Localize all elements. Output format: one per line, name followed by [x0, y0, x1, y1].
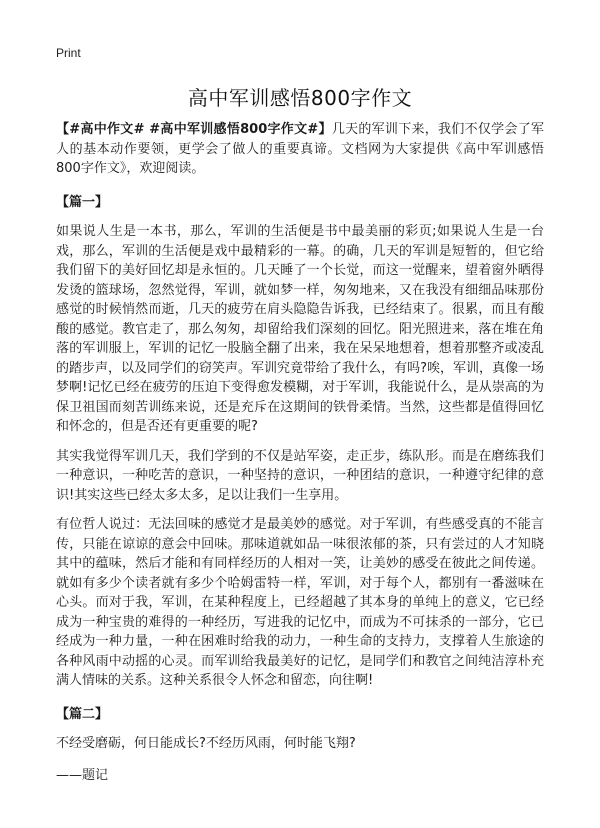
print-link[interactable]: Print — [56, 46, 81, 60]
epigraph-attribution: ——题记 — [56, 767, 109, 783]
intro-tag: 【#高中作文# #高中军训感悟800字作文#】 — [56, 122, 332, 137]
paragraph-1: 如果说人生是一本书，那么，军训的生活便是书中最美丽的彩页;如果说人生是一台戏，那么，军训的生活便是戏中最精彩的一幕。的确，几天的军训是短暂的，但它给我们留下的美好回忆却是永恒的。几天睡了一个长觉，而这一觉醒来，望着窗外晒得发烫的篮球场，忽然觉得，军训，就如梦一样，匆匆地来，又在我没有细细品味那份感觉的时候悄然而逝，几天的疲劳在肩头隐隐告诉我，已经结束了。很累，而且有酸酸的感觉。教官走了，那么匆匆，却留给我们深刻的回忆。阳光照进来，落在堆在角落的军训服上，军训的记忆一股脑全翻了出来，我在呆呆地想着，想着那整齐或凌乱的踏步声，以及同学们的窃笑声。军训究竟带给了我什么，有吗?唉，军训，真像一场梦啊!记忆已经在疲劳的压迫下变得愈发模糊，对于军训，我能说什么，是从崇高的为保卫祖国而刻苦训练来说，还是充斥在这期间的铁骨柔情。当然，这些都是值得回忆和怀念的，但是否还有更重要的呢? — [56, 224, 544, 434]
section-heading-2: 【篇二】 — [56, 706, 109, 722]
paragraph-2: 其实我觉得军训几天，我们学到的不仅是站军姿，走正步，练队形。而是在磨练我们一种意识，一种吃苦的意识，一种坚持的意识，一种团结的意识，一种遵守纪律的意识!其实这些已经太多太多，足以让我们一生享用。 — [56, 448, 544, 503]
section-heading-1: 【篇一】 — [56, 194, 109, 210]
article-body — [56, 120, 544, 795]
intro-text: 几天的军训下来，我们不仅学会了军人的基本动作要领，更学会了做人的重要真谛。文档网为大家提供《高中军训感悟800字作文》，欢迎阅读。 — [56, 122, 544, 176]
paragraph-3: 有位哲人说过：无法回味的感觉才是最美妙的感觉。对于军训，有些感受真的不能言传，只能在谅谅的意会中回味。那味道就如品一味很浓郁的茶，只有尝过的人才知晓其中的蕴味，然后才能和有同样经历的人相对一笑，让美妙的感受在彼此之间传递。就如有多少个读者就有多少个哈姆雷特一样，军训，对于每个人，都别有一番滋味在心头。而对于我，军训，在某种程度上，已经超越了其本身的单纯上的意义，它已经成为一种宝贵的难得的一种经历，写进我的记忆中，而成为不可抹杀的一部分，它已经成为一种力量，一种在困难时给我的动力，一种生命的支持力，支撑着人生旅途的各种风雨中动摇的心灵。而军训给我最美好的记忆，是同学们和教官之间纯洁淳朴充满人情味的关系。这种关系很令人怀念和留恋，向往啊! — [56, 517, 544, 688]
intro-paragraph — [56, 120, 544, 179]
page-title: 高中军训感悟800字作文 — [187, 86, 413, 110]
paragraph-4: 不经受磨砺，何日能成长?不经历风雨，何时能飞翔? — [56, 736, 356, 751]
